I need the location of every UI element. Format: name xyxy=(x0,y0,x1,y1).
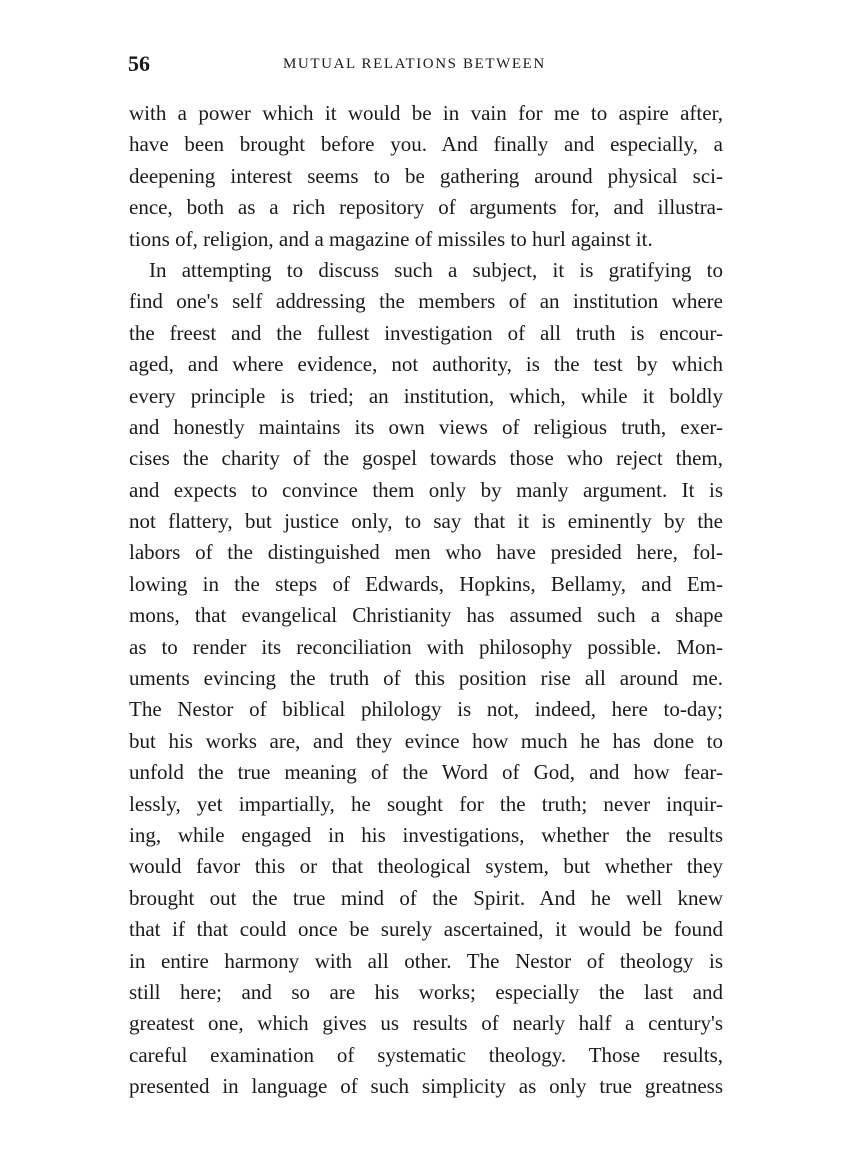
text-line: ence, both as a rich repository of arguments for, and illustra- xyxy=(129,195,723,220)
text-line: and honestly maintains its own views of religious truth, exer- xyxy=(129,414,723,439)
text-line: not flattery, but justice only, to say that it is eminently by the xyxy=(129,509,723,534)
text-line: would favor this or that theological system, but whether they xyxy=(129,854,723,879)
text-line: greatest one, which gives us results of nearly half a century's xyxy=(129,1011,723,1036)
text-line: The Nestor of biblical philology is not, indeed, here to-day; xyxy=(129,697,723,722)
text-line: mons, that evangelical Christianity has assumed such a shape xyxy=(129,603,723,628)
text-line: aged, and where evidence, not authority, is the test by which xyxy=(129,352,723,377)
text-line: careful examination of systematic theology. Those results, xyxy=(129,1042,723,1067)
text-line: In attempting to discuss such a subject, it is gratifying to xyxy=(149,257,723,282)
text-line: deepening interest seems to be gathering around physical sci- xyxy=(129,163,723,188)
text-line: still here; and so are his works; especially the last and xyxy=(129,979,723,1004)
text-line: but his works are, and they evince how much he has done to xyxy=(129,728,723,753)
running-head: MUTUAL RELATIONS BETWEEN xyxy=(283,56,546,72)
text-line: cises the charity of the gospel towards those who reject them, xyxy=(129,446,723,471)
text-line: lowing in the steps of Edwards, Hopkins, Bellamy, and Em- xyxy=(129,571,723,596)
page-header xyxy=(128,50,722,80)
text-line: uments evincing the truth of this position rise all around me. xyxy=(129,666,723,691)
text-line: every principle is tried; an institution, which, while it boldly xyxy=(129,383,723,408)
text-line: labors of the distinguished men who have presided here, fol- xyxy=(129,540,723,565)
text-line: that if that could once be surely ascertained, it would be found xyxy=(129,917,723,942)
body-text xyxy=(129,98,723,1103)
text-line: the freest and the fullest investigation of all truth is encour- xyxy=(129,320,723,345)
text-line: ing, while engaged in his investigations, whether the results xyxy=(129,822,723,847)
text-line: and expects to convince them only by manly argument. It is xyxy=(129,477,723,502)
text-line: unfold the true meaning of the Word of God, and how fear- xyxy=(129,760,723,785)
text-line: as to render its reconciliation with philosophy possible. Mon- xyxy=(129,634,723,659)
text-line: brought out the true mind of the Spirit. And he well knew xyxy=(129,885,723,910)
text-line: lessly, yet impartially, he sought for the truth; never inquir- xyxy=(129,791,723,816)
text-line: presented in language of such simplicity as only true greatness xyxy=(129,1074,723,1099)
text-line: find one's self addressing the members of an institution where xyxy=(129,289,723,314)
text-line: in entire harmony with all other. The Nestor of theology is xyxy=(129,948,723,973)
text-line: tions of, religion, and a magazine of missiles to hurl against it. xyxy=(129,226,653,251)
text-line: with a power which it would be in vain for me to aspire after, xyxy=(129,101,723,125)
page-number: 56 xyxy=(128,51,150,76)
text-line: have been brought before you. And finally and especially, a xyxy=(129,132,723,157)
